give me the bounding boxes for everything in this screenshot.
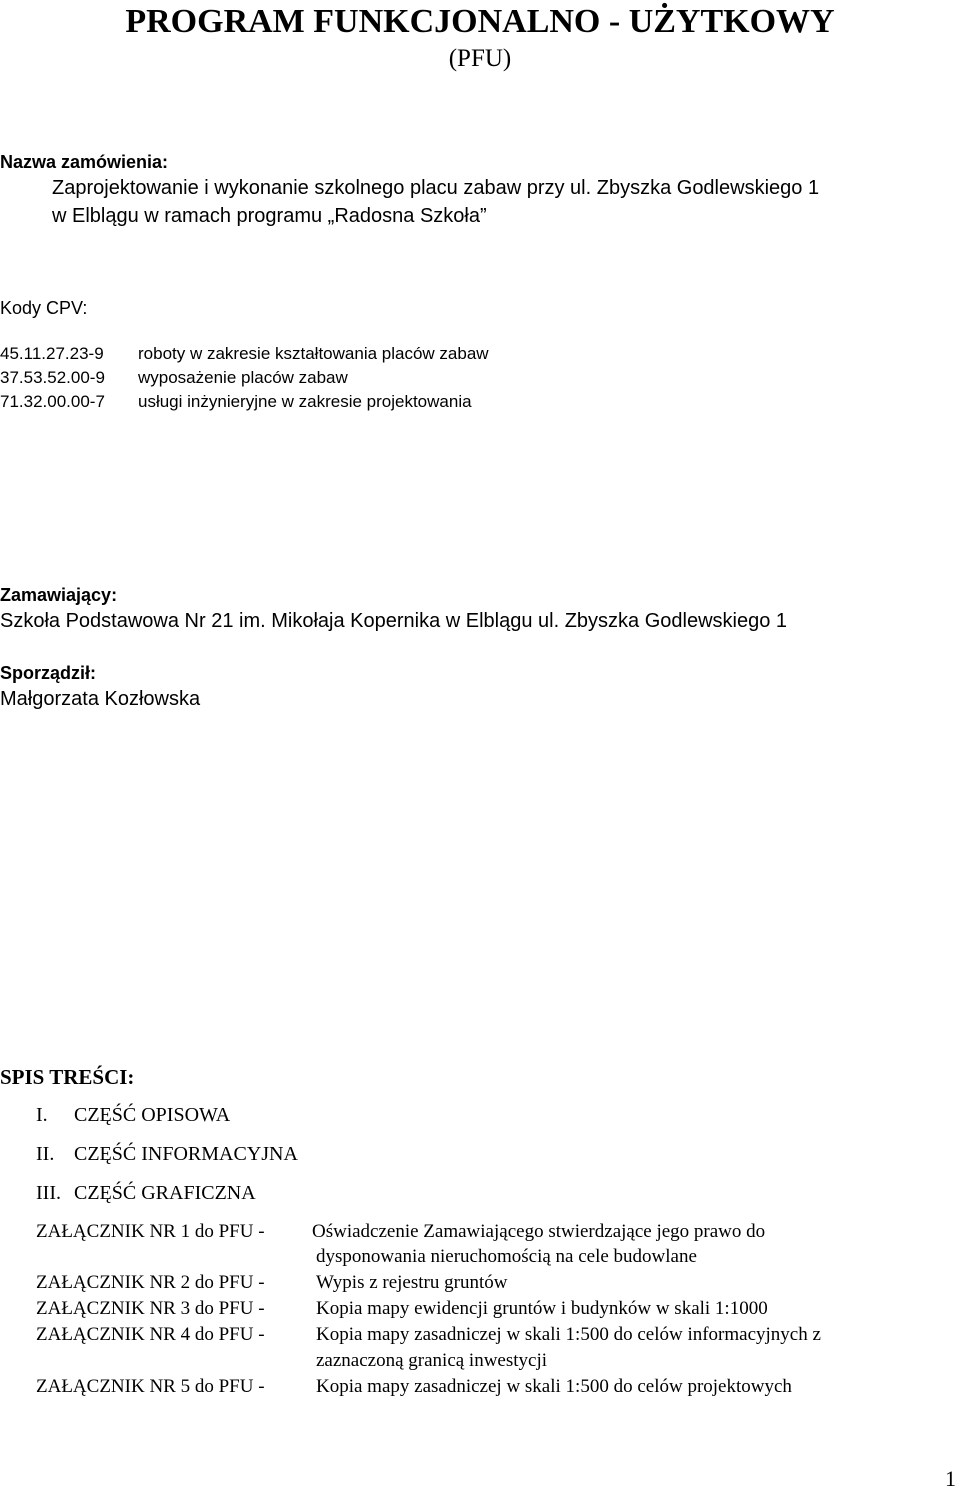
client-value: Szkoła Podstawowa Nr 21 im. Mikołaja Kopernika w Elblągu ul. Zbyszka Godlewskiego 1 (0, 610, 788, 632)
attachment-description: Wypis z rejestru gruntów (316, 1272, 508, 1293)
attachment-label: ZAŁĄCZNIK NR 1 do PFU - (36, 1221, 265, 1242)
attachment-label: ZAŁĄCZNIK NR 4 do PFU - (36, 1324, 265, 1345)
cpv-description: usługi inżynieryjne w zakresie projektowania (138, 392, 472, 411)
attachment-description: Kopia mapy zasadniczej w skali 1:500 do celów projektowych (316, 1376, 792, 1397)
toc-item-text: CZĘŚĆ GRAFICZNA (74, 1182, 256, 1204)
attachment-label: ZAŁĄCZNIK NR 5 do PFU - (36, 1376, 265, 1397)
order-name-line-1: Zaprojektowanie i wykonanie szkolnego placu zabaw przy ul. Zbyszka Godlewskiego 1 (52, 177, 820, 199)
cpv-description: wyposażenie placów zabaw (138, 368, 348, 387)
attachment-description: Kopia mapy ewidencji gruntów i budynków w skali 1:1000 (316, 1298, 768, 1319)
attachment-label: ZAŁĄCZNIK NR 3 do PFU - (36, 1298, 265, 1319)
author-label: Sporządził: (0, 663, 97, 683)
attachment-label: ZAŁĄCZNIK NR 2 do PFU - (36, 1272, 265, 1293)
cpv-code: 37.53.52.00-9 (0, 368, 105, 387)
toc-heading: SPIS TREŚCI: (0, 1065, 135, 1089)
toc-item-text: CZĘŚĆ INFORMACYJNA (74, 1143, 298, 1165)
page-number: 1 (945, 1466, 956, 1491)
attachment-description: Kopia mapy zasadniczej w skali 1:500 do celów informacyjnych z (316, 1324, 821, 1345)
toc-item-text: CZĘŚĆ OPISOWA (74, 1104, 231, 1126)
cpv-label: Kody CPV: (0, 298, 88, 318)
attachment-description: Oświadczenie Zamawiającego stwierdzające jego prawo do (312, 1221, 766, 1242)
toc-item-number: II. (36, 1143, 55, 1165)
attachment-description-cont: dysponowania nieruchomością na cele budowlane (316, 1246, 697, 1267)
document-title: PROGRAM FUNKCJONALNO - UŻYTKOWY (125, 3, 835, 40)
toc-item-number: I. (36, 1104, 48, 1126)
cpv-code: 71.32.00.00-7 (0, 392, 105, 411)
toc-item-number: III. (36, 1182, 61, 1204)
document-subtitle: (PFU) (448, 45, 512, 72)
client-label: Zamawiający: (0, 585, 118, 605)
author-value: Małgorzata Kozłowska (0, 688, 201, 710)
cpv-description: roboty w zakresie kształtowania placów zabaw (138, 344, 489, 363)
attachment-description-cont: zaznaczoną granicą inwestycji (316, 1350, 548, 1371)
order-name-label: Nazwa zamówienia: (0, 152, 169, 172)
order-name-line-2: w Elblągu w ramach programu „Radosna Szkoła” (52, 205, 487, 227)
cpv-code: 45.11.27.23-9 (0, 344, 104, 363)
